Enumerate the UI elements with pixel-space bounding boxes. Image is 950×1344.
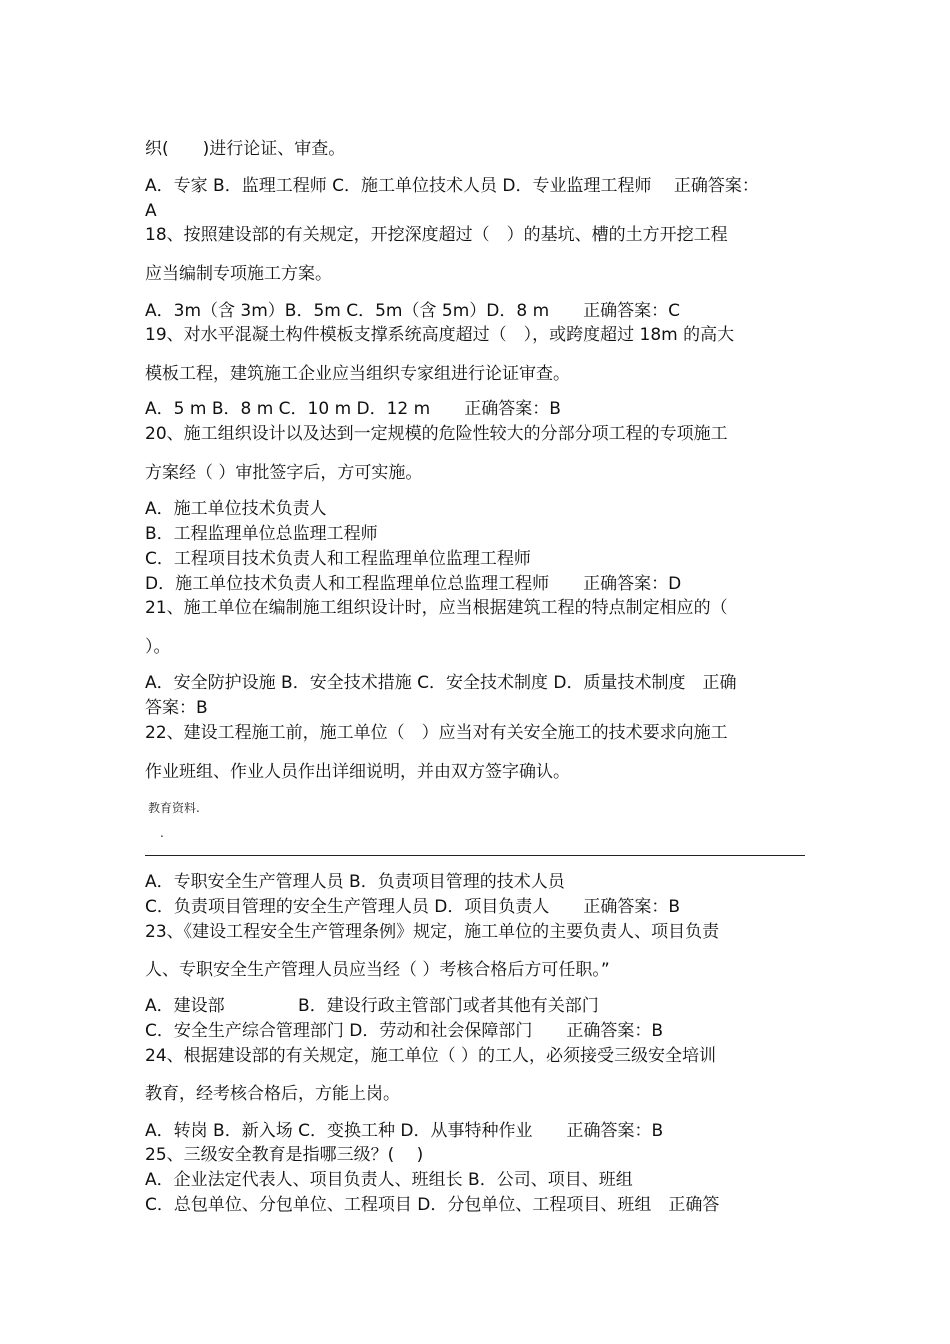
option-line: A．专职安全生产管理人员 B．负责项目管理的技术人员 [145, 872, 565, 892]
text-line: 作业班组、作业人员作出详细说明，并由双方签字确认。 [145, 762, 570, 782]
question-21: 21、施工单位在编制施工组织设计时，应当根据建筑工程的特点制定相应的（ [145, 598, 728, 618]
text-line: 应当编制专项施工方案。 [145, 264, 332, 284]
option-line: A．建设部 B．建设行政主管部门或者其他有关部门 [145, 996, 599, 1016]
option-line: C．总包单位、分包单位、工程项目 D．分包单位、工程项目、班组 正确答 [145, 1195, 720, 1215]
answer-line: A．5 m B．8 m C．10 m D．12 m 正确答案：B [145, 399, 561, 419]
option-line: B．工程监理单位总监理工程师 [145, 524, 378, 544]
page-divider [145, 855, 805, 856]
question-25: 25、三级安全教育是指哪三级？( ) [145, 1145, 424, 1165]
footer-note: 教育资料. [148, 801, 200, 815]
answer-line: C．安全生产综合管理部门 D．劳动和社会保障部门 正确答案：B [145, 1021, 664, 1041]
text-line: A．专家 B．监理工程师 C．施工单位技术人员 D．专业监理工程师 正确答案： [145, 176, 759, 196]
option-line: A．施工单位技术负责人 [145, 499, 327, 519]
answer-line: A．3m（含 3m）B．5m C．5m（含 5m）D．8 m 正确答案：C [145, 301, 680, 321]
text-line: 方案经（ ）审批签字后，方可实施。 [145, 463, 423, 483]
question-20: 20、施工组织设计以及达到一定规模的危险性较大的分部分项工程的专项施工 [145, 424, 728, 444]
question-23: 23、《建设工程安全生产管理条例》规定，施工单位的主要负责人、项目负责 [145, 922, 720, 942]
text-line: 织( )进行论证、审查。 [145, 139, 346, 159]
answer-line: A．转岗 B．新入场 C．变换工种 D．从事特种作业 正确答案：B [145, 1121, 664, 1141]
option-line: A．企业法定代表人、项目负责人、班组长 B．公司、项目、班组 [145, 1170, 633, 1190]
option-line: C．工程项目技术负责人和工程监理单位监理工程师 [145, 549, 531, 569]
text-line: A [145, 201, 157, 221]
question-24: 24、根据建设部的有关规定，施工单位（ ）的工人，必须接受三级安全培训 [145, 1046, 717, 1066]
answer-line: C．负责项目管理的安全生产管理人员 D．项目负责人 正确答案：B [145, 897, 681, 917]
question-19: 19、对水平混凝土构件模板支撑系统高度超过（ ），或跨度超过 18m 的高大 [145, 325, 735, 345]
text-line: 人、专职安全生产管理人员应当经（ ）考核合格后方可任职。” [145, 960, 610, 980]
question-22: 22、建设工程施工前，施工单位（ ）应当对有关安全施工的技术要求向施工 [145, 723, 728, 743]
text-line: ）。 [145, 637, 171, 657]
answer-line: D．施工单位技术负责人和工程监理单位总监理工程师 正确答案：D [145, 574, 682, 594]
option-line: A．安全防护设施 B．安全技术措施 C．安全技术制度 D．质量技术制度 正确 [145, 673, 737, 693]
text-line: 模板工程，建筑施工企业应当组织专家组进行论证审查。 [145, 364, 570, 384]
question-18: 18、按照建设部的有关规定，开挖深度超过（ ）的基坑、槽的土方开挖工程 [145, 225, 728, 245]
footer-dot: . [160, 826, 164, 840]
answer-line: 答案：B [145, 698, 208, 718]
text-line: 教育，经考核合格后，方能上岗。 [145, 1084, 400, 1104]
